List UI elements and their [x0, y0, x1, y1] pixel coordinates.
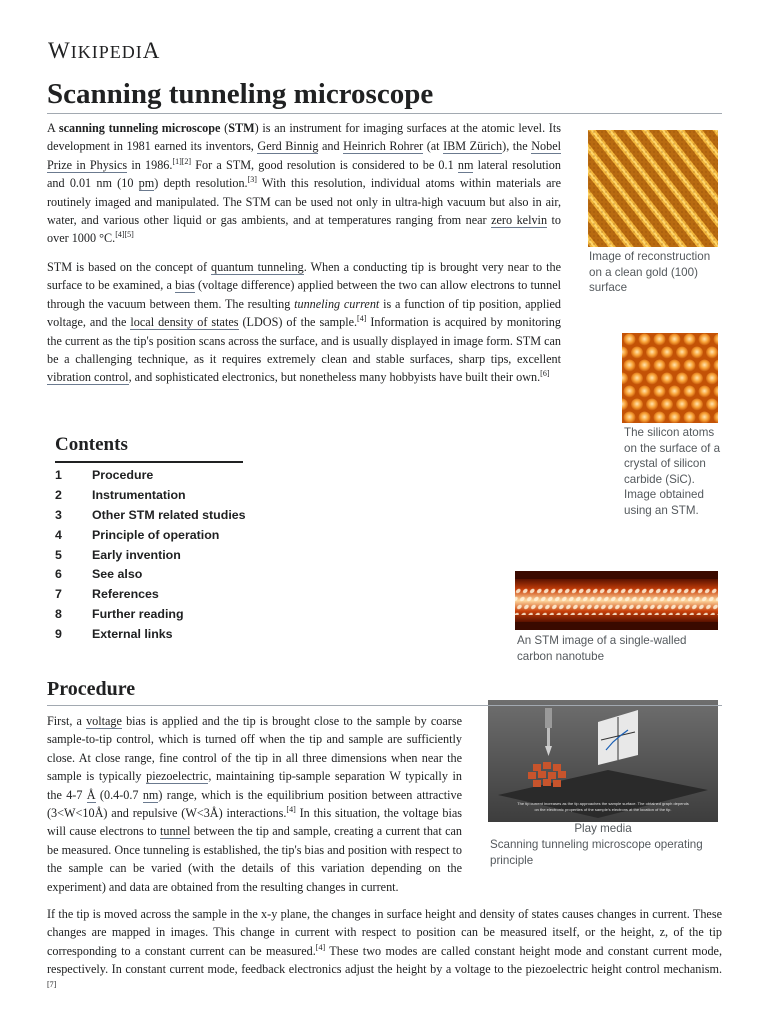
- nanotube-image[interactable]: [515, 571, 718, 630]
- citation[interactable]: [4]: [286, 804, 296, 814]
- procedure-paragraph-1: First, a voltage bias is applied and the tip is brought close to the sample by coarse sample-to-tip control, which is turned off when the tip and sample are sufficiently close. At close range, fine control of the tip in all three dimensions when near the sample is typically piezoelectric, maintaining tip-sample separation W typically in the 4-7 Å (0.4-0.7 nm) range, which is the equilibrium position between attractive (3<W<10Å) and repulsive (W<3Å) interactions.[4] In this situation, the voltage bias will cause electrons to tunnel between the tip and sample, creating a current that can be measured. Once tunneling is established, the tip's bias and position with respect to the sample can be varied (with the details of this variation depending on the experiment) and data are obtained from the resulting changes in current.: [47, 714, 463, 894]
- video-caption: Scanning tunneling microscope operating principle: [490, 838, 703, 867]
- video-overlay-line-2: on the electronic properties of the sample's electrons at the location of the tip.: [534, 807, 672, 812]
- toc-item[interactable]: 3 Other STM related studies: [55, 507, 246, 522]
- citation[interactable]: [4]: [315, 942, 326, 952]
- toc-heading: Contents: [55, 434, 128, 455]
- link-voltage[interactable]: voltage: [86, 714, 122, 728]
- link-bias[interactable]: bias: [175, 278, 195, 293]
- bold-term: scanning tunneling microscope: [58, 121, 221, 135]
- wordmark-middle: IKIPEDI: [70, 42, 143, 62]
- link-local-density-of-states[interactable]: local density of states: [130, 315, 239, 330]
- toc-item[interactable]: 4 Principle of operation: [55, 527, 220, 542]
- stm-operation-video[interactable]: [488, 700, 718, 822]
- link-tunnel[interactable]: tunnel: [159, 824, 191, 839]
- intro-paragraph-2: STM is based on the concept of quantum tunneling. When a conducting tip is brought very near to the surface to be examined, a bias (voltage difference) applied between the two can allow electrons to tunnel through the vacuum between them. The resulting tunneling current is a function of tip position, applied voltage, and the local density of states (LDOS) of the sample.[4] Information is acquired by monitoring the current as the tip's position scans across the surface, and is usually displayed in image form. STM can be a challenging technique, as it requires extremely clean and stable surfaces, sharp tips, excellent vibration control, and sophisticated electronics, but nonetheless many hobbyists have built their own.[6]: [47, 260, 562, 385]
- toc-item[interactable]: 5 Early invention: [55, 547, 181, 562]
- wikipedia-wordmark[interactable]: [48, 38, 160, 64]
- link-zero-kelvin[interactable]: zero kelvin: [491, 213, 548, 228]
- italic-term: tunneling current: [294, 296, 380, 311]
- link-ibm-zurich[interactable]: IBM Zürich: [443, 139, 503, 154]
- citation[interactable]: [3]: [247, 175, 257, 185]
- link-pm[interactable]: pm: [138, 176, 155, 191]
- citation[interactable]: [5]: [124, 230, 134, 240]
- citation[interactable]: [4]: [115, 230, 125, 240]
- citation[interactable]: [6]: [540, 369, 550, 379]
- nanotube-caption: An STM image of a single-walled carbon nanotube: [517, 634, 687, 663]
- toc-item[interactable]: 7 References: [55, 587, 159, 602]
- link-nm[interactable]: nm: [142, 787, 159, 802]
- link-heinrich-rohrer[interactable]: Heinrich Rohrer: [343, 139, 424, 154]
- link-angstrom[interactable]: Å: [86, 787, 96, 802]
- toc-item[interactable]: 2 Instrumentation: [55, 487, 186, 502]
- wordmark-cap-1: W: [48, 38, 71, 63]
- toc-item[interactable]: 1 Procedure: [55, 468, 154, 482]
- silicon-atoms-image[interactable]: [622, 333, 718, 423]
- gold-caption: Image of reconstruction on a clean gold (100) surface: [589, 250, 711, 295]
- procedure-divider: [47, 705, 722, 706]
- citation[interactable]: [1]: [172, 156, 182, 166]
- wordmark-cap-2: A: [142, 38, 161, 63]
- procedure-heading: Procedure: [47, 678, 136, 700]
- play-media-link[interactable]: Play media: [574, 822, 632, 835]
- intro-paragraph-1: A scanning tunneling microscope (STM) is an instrument for imaging surfaces at the atomic level. Its development in 1981 earned its inventors, Gerd Binnig and Heinrich Rohrer (at IBM Zürich), the Nobel Prize in Physics in 1986.[1][2] For a STM, good resolution is considered to be 0.1 nm lateral resolution and 0.01 nm (10 pm) depth resolution.[3] With this resolution, individual atoms within materials are routinely imaged and manipulated. The STM can be used not only in ultra-high vacuum but also in air, water, and various other liquid or gas ambients, and at temperatures ranging from near zero kelvin to over 1000 °C.[4][5]: [47, 121, 562, 246]
- link-gerd-binnig[interactable]: Gerd Binnig: [257, 139, 319, 154]
- procedure-paragraph-2: If the tip is moved across the sample in the x-y plane, the changes in surface height and density of states causes changes in current. These changes are mapped in images. This change in current with respect to position can be measured itself, or the height, z, of the tip corresponding to a constant current can be measured.[4] These two modes are called constant height mode and constant current mode, respectively. In constant current mode, feedback electronics adjust the height by a voltage to the piezoelectric height control mechanism.[7]: [47, 907, 722, 989]
- silicon-caption: The silicon atoms on the surface of a crystal of silicon carbide (SiC). Image obtained using an STM.: [624, 426, 721, 517]
- link-nobel-prize[interactable]: Nobel Prize in Physics: [47, 139, 561, 172]
- title-divider: [47, 113, 722, 114]
- citation[interactable]: [7]: [47, 979, 57, 989]
- link-nm[interactable]: nm: [457, 157, 474, 172]
- intro-p2-continuation: Information is acquired by monitoring the current as the tip's position scans across the surface, and is usually displayed in image form. STM can be a challenging technique, as it requires extremely clean and stable surfaces, sharp tips, excellent: [47, 315, 561, 367]
- bold-abbrev: STM: [228, 121, 255, 135]
- toc-item[interactable]: 6 See also: [55, 567, 143, 582]
- page-title: Scanning tunneling microscope: [47, 78, 434, 110]
- link-vibration-control[interactable]: vibration control: [47, 370, 129, 385]
- link-quantum-tunneling[interactable]: quantum tunneling: [211, 260, 304, 274]
- toc-item[interactable]: 8 Further reading: [55, 607, 184, 622]
- toc-item[interactable]: 9 External links: [55, 627, 173, 642]
- citation[interactable]: [2]: [181, 156, 192, 166]
- table-of-contents: [55, 466, 246, 645]
- toc-divider: [55, 461, 243, 463]
- video-overlay-line-1: The tip current increases as the tip approaches the sample surface. The obtained graph depends: [517, 801, 689, 806]
- gold-surface-image[interactable]: [588, 130, 718, 247]
- link-piezoelectric[interactable]: piezoelectric: [146, 769, 209, 784]
- citation[interactable]: [4]: [357, 314, 367, 324]
